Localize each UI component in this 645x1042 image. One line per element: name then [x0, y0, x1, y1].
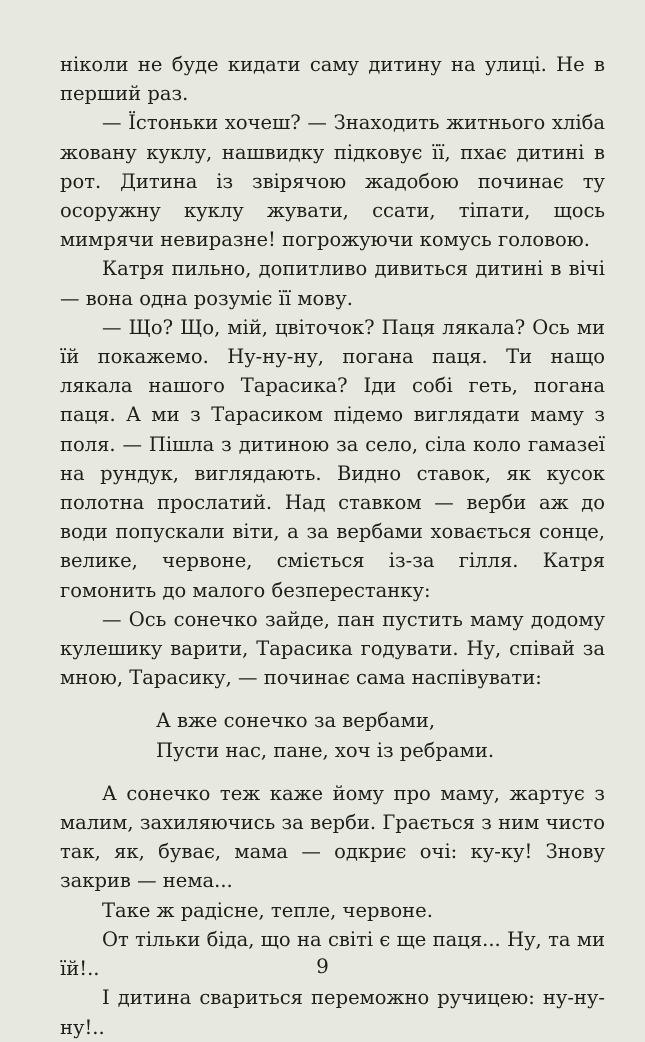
paragraph: І дитина свариться переможно ручицею: ну-ну-ну!.. [60, 986, 605, 1039]
paragraph: Таке ж радісне, тепле, червоне. [102, 898, 433, 922]
verse-line: Пусти нас, пане, хоч із ребрами. [156, 738, 495, 762]
paragraph: От тільки біда, що на світі є ще паця... Ну, та ми їй!.. [60, 927, 605, 981]
paragraph: — Їстоньки хочеш? — Знаходить житнього хліба жовану куклу, нашвидку підковує її, пхає дитині в рот. Дитина із звірячою жадобою починає ту осоружну куклу жувати, ссати, тіпати, щось мимрячи невиразне! погрожуючи комусь головою. [60, 111, 605, 252]
verse-line: А вже сонечко за вербами, [156, 709, 436, 733]
paragraph: А сонечко теж каже йому про маму, жартує з малим, захиляючись за верби. Грається з ним чисто так, як, буває, мама — одкриє очі: ку-ку! Знову закрив — нема... [60, 781, 605, 893]
paragraph: — Ось сонечко зайде, пан пустить маму додому кулешику варити, Тарасика годувати. Ну, співай за мною, Тарасику, — починає сама наспівувати: [60, 607, 605, 690]
paragraph: — Що? Що, мій, цвіточок? Паця лякала? Ось ми їй покажемо. Ну-ну-ну, погана паця. Ти нащо лякала нашого Тарасика? Іди собі геть, погана паця. А ми з Тарасиком підемо виглядати маму з поля. — Пішла з дитиною за село, сіла коло гамазеї на рундук, виглядають. Видно ставок, як кусок полотна прослатий. Над ставком — верби аж до води попускали віти, а за вербами ховається сонце, велике, червоне, сміється із-за гілля. Катря гомонить до малого безперестанку: [60, 315, 605, 602]
paragraph: Катря пильно, допитливо дивиться дитині в вічі — вона одна розуміє її мову. [60, 257, 605, 310]
verse-block [156, 706, 605, 764]
page-text [60, 50, 605, 1042]
paragraph: ніколи не буде кидати саму дитину на улиці. Не в перший раз. [60, 53, 605, 106]
page-number: 9 [316, 954, 329, 978]
